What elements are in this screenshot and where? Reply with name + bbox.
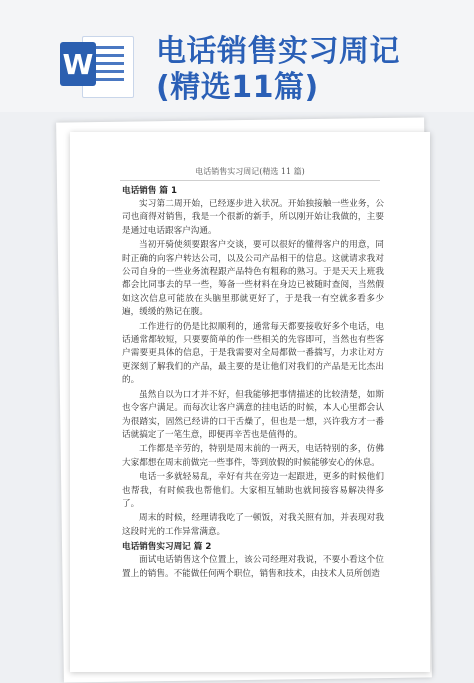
paragraph: 周末的时候，经理请我吃了一顿饭，对我关照有加，并表现对我这段时光的工作异常满意。	[122, 513, 384, 537]
paragraph: 实习第二周开始，已经逐步进入状况。开始独接触一些业务，公司也商得对销售，我是一个很新的新手，所以刚开始让我做的，主要是通过电话跟客户沟通。	[122, 199, 384, 236]
header-rule	[120, 180, 380, 181]
cover-banner	[0, 0, 474, 112]
cover-title-line1: 电话销售实习周记	[156, 34, 400, 69]
section-title: 电话销售 篇 1	[122, 186, 177, 196]
document-body	[122, 184, 384, 582]
document-page	[70, 132, 430, 672]
section-title: 电话销售实习周记 篇 2	[122, 542, 212, 553]
paragraph: 当初开骑使须要跟客户交谈，要可以很好的懂得客户的用意，同时正确的向客户转达公司，以及公司产品相干的信息。这就请求我对公司自身的一些业务流程跟产品特色有粗称的熟习。于是天天上班我都会比同事去的早一些，筹备一些材料在身边已被随时查阅，当然假如这次信息可能放在头脑里那就更好了，于是我一有空就多看多少遍，缓缓的熟记在腹。	[122, 240, 384, 318]
logo-letter: W	[60, 42, 96, 86]
paragraph: 虽然自以为口才并不好，但我能够把事情描述的比较清楚，如斯也令客户满足。而每次让客户满意的挂电话的时候，本人心里都会认为很踏实，固然已经讲的口干舌燥了，但也是一想，兴许我方才一番话就搞定了一笔生意，即便再辛苦也是值得的。	[122, 389, 384, 440]
paragraph: 工作进行的仍是比拟顺利的，通常每天都要接收好多个电话，电话通常都较短，只要要简单的作一些相关的先容即可，当然也有些客户需要更具体的信息，于是我需要对全局都做一番揣写，力求让对方更深刻了解我们的产品，最主要的是让他们对我们的产品是无比杰出的。	[122, 321, 384, 386]
cover-title	[156, 34, 466, 106]
document-header: 电话销售实习周记(精选 11 篇)	[195, 167, 305, 176]
paragraph: 工作都是辛劳的，特别是周末前的一两天，电话特别的多，仿佛大家都想在周末前做完一些事件，等到放假的时候能够安心的休息。	[122, 444, 384, 468]
paragraph: 面试电话销售这个位置上，该公司经理对我说，不要小看这个位置上的销售。不能做任何两个职位，销售和技术，由技术人员所创造	[122, 555, 384, 579]
word-document-icon	[60, 32, 136, 98]
paragraph: 电话一多就轻易乱，幸好有共在旁边一起跟进，更多的时候他们也帮我，有时候我也帮他们。大家相互辅助也就间接容易解决得多了。	[122, 472, 384, 509]
cover-title-line2: (精选11篇)	[156, 70, 319, 105]
